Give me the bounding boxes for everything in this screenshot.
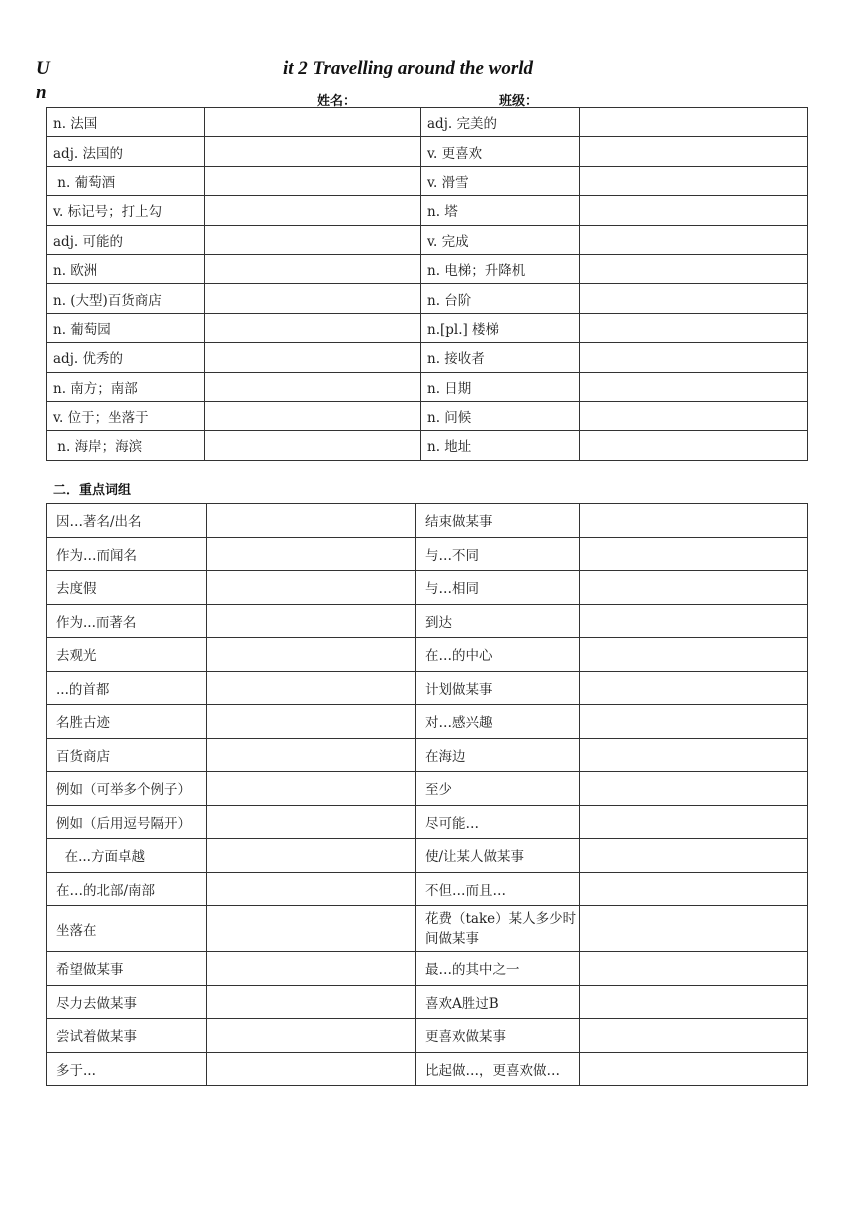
table-row bbox=[47, 571, 808, 605]
term-cell: 到达 bbox=[416, 604, 580, 638]
table-row bbox=[47, 1019, 808, 1053]
answer-cell[interactable] bbox=[207, 772, 416, 806]
term-cell: n.[pl.] 楼梯 bbox=[421, 313, 580, 342]
page-title: it 2 Travelling around the world bbox=[283, 58, 534, 79]
table-row bbox=[47, 705, 808, 739]
answer-cell[interactable] bbox=[205, 313, 421, 342]
table-row bbox=[47, 537, 808, 571]
term-cell: v. 滑雪 bbox=[421, 166, 580, 195]
answer-cell[interactable] bbox=[205, 431, 421, 460]
answer-cell[interactable] bbox=[207, 1052, 416, 1086]
term-cell: 比起做…，更喜欢做… bbox=[416, 1052, 580, 1086]
term-cell: n. 接收者 bbox=[421, 343, 580, 372]
table-row bbox=[47, 604, 808, 638]
answer-cell[interactable] bbox=[580, 166, 808, 195]
answer-cell[interactable] bbox=[207, 705, 416, 739]
table-row bbox=[47, 343, 808, 372]
term-cell: 不但…而且… bbox=[416, 872, 580, 906]
term-cell: 计划做某事 bbox=[416, 671, 580, 705]
term-cell: v. 完成 bbox=[421, 225, 580, 254]
table-row bbox=[47, 166, 808, 195]
answer-cell[interactable] bbox=[205, 137, 421, 166]
answer-cell[interactable] bbox=[207, 571, 416, 605]
table-row bbox=[47, 872, 808, 906]
term-cell: v. 标记号；打上勾 bbox=[47, 196, 205, 225]
term-cell: 与…相同 bbox=[416, 571, 580, 605]
answer-cell[interactable] bbox=[580, 196, 808, 225]
table-row bbox=[47, 1052, 808, 1086]
class-label: 班级： bbox=[499, 94, 539, 109]
term-cell: 希望做某事 bbox=[47, 952, 207, 986]
name-label: 姓名： bbox=[317, 94, 357, 109]
answer-cell[interactable] bbox=[205, 343, 421, 372]
table-row bbox=[47, 196, 808, 225]
table-row bbox=[47, 313, 808, 342]
answer-cell[interactable] bbox=[207, 537, 416, 571]
term-cell: n. 海岸；海滨 bbox=[47, 431, 205, 460]
table-row bbox=[47, 952, 808, 986]
answer-cell[interactable] bbox=[205, 196, 421, 225]
answer-cell[interactable] bbox=[580, 254, 808, 283]
table-row bbox=[47, 504, 808, 538]
table-row bbox=[47, 738, 808, 772]
term-cell: 去度假 bbox=[47, 571, 207, 605]
answer-cell[interactable] bbox=[205, 166, 421, 195]
table-row bbox=[47, 137, 808, 166]
term-cell: adj. 优秀的 bbox=[47, 343, 205, 372]
term-cell: 至少 bbox=[416, 772, 580, 806]
phrases-table bbox=[46, 503, 808, 1086]
term-cell: n. 台阶 bbox=[421, 284, 580, 313]
term-cell: n. 葡萄酒 bbox=[47, 166, 205, 195]
term-cell: adj. 可能的 bbox=[47, 225, 205, 254]
term-cell: 因…著名/出名 bbox=[47, 504, 207, 538]
answer-cell[interactable] bbox=[580, 872, 808, 906]
answer-cell[interactable] bbox=[580, 1019, 808, 1053]
term-cell: n. 地址 bbox=[421, 431, 580, 460]
answer-cell[interactable] bbox=[207, 604, 416, 638]
answer-cell[interactable] bbox=[205, 225, 421, 254]
answer-cell[interactable] bbox=[580, 638, 808, 672]
answer-cell[interactable] bbox=[580, 537, 808, 571]
title-letter-n: n bbox=[36, 82, 47, 103]
term-cell: 坐落在 bbox=[47, 906, 207, 952]
term-cell: n. 欧洲 bbox=[47, 254, 205, 283]
answer-cell[interactable] bbox=[580, 137, 808, 166]
answer-cell[interactable] bbox=[580, 952, 808, 986]
term-cell: 使/让某人做某事 bbox=[416, 839, 580, 873]
table-row bbox=[47, 225, 808, 254]
answer-cell[interactable] bbox=[205, 254, 421, 283]
answer-cell[interactable] bbox=[207, 872, 416, 906]
term-cell: ...的首都 bbox=[47, 671, 207, 705]
answer-cell[interactable] bbox=[580, 772, 808, 806]
table-row bbox=[47, 254, 808, 283]
answer-cell[interactable] bbox=[580, 372, 808, 401]
term-cell: v. 更喜欢 bbox=[421, 137, 580, 166]
answer-cell[interactable] bbox=[205, 284, 421, 313]
answer-cell[interactable] bbox=[207, 906, 416, 952]
answer-cell[interactable] bbox=[580, 1052, 808, 1086]
answer-cell[interactable] bbox=[580, 313, 808, 342]
table-row bbox=[47, 401, 808, 430]
term-cell: 在…的中心 bbox=[416, 638, 580, 672]
term-cell: 在海边 bbox=[416, 738, 580, 772]
term-cell: n. 法国 bbox=[47, 108, 205, 137]
answer-cell[interactable] bbox=[580, 225, 808, 254]
answer-cell[interactable] bbox=[207, 985, 416, 1019]
answer-cell[interactable] bbox=[580, 738, 808, 772]
answer-cell[interactable] bbox=[205, 108, 421, 137]
term-cell: 尝试着做某事 bbox=[47, 1019, 207, 1053]
term-cell: n. (大型)百货商店 bbox=[47, 284, 205, 313]
table-row bbox=[47, 772, 808, 806]
answer-cell[interactable] bbox=[580, 671, 808, 705]
term-cell: 在...方面卓越 bbox=[47, 839, 207, 873]
term-cell: n. 电梯；升降机 bbox=[421, 254, 580, 283]
term-cell: adj. 法国的 bbox=[47, 137, 205, 166]
answer-cell[interactable] bbox=[205, 372, 421, 401]
term-cell: 去观光 bbox=[47, 638, 207, 672]
term-cell: 花费（take）某人多少时间做某事 bbox=[416, 906, 580, 952]
section-heading-phrases: 二．重点词组 bbox=[53, 483, 132, 498]
term-cell: 与…不同 bbox=[416, 537, 580, 571]
term-cell: 尽力去做某事 bbox=[47, 985, 207, 1019]
table-row bbox=[47, 839, 808, 873]
answer-cell[interactable] bbox=[207, 638, 416, 672]
table-row bbox=[47, 985, 808, 1019]
table-row bbox=[47, 638, 808, 672]
term-cell: n. 南方；南部 bbox=[47, 372, 205, 401]
term-cell: n. 塔 bbox=[421, 196, 580, 225]
table-row bbox=[47, 284, 808, 313]
answer-cell[interactable] bbox=[580, 401, 808, 430]
answer-cell[interactable] bbox=[207, 1019, 416, 1053]
term-cell: 更喜欢做某事 bbox=[416, 1019, 580, 1053]
term-cell: 喜欢A胜过B bbox=[416, 985, 580, 1019]
term-cell: 最…的其中之一 bbox=[416, 952, 580, 986]
term-cell: 例如（可举多个例子） bbox=[47, 772, 207, 806]
term-cell: n. 问候 bbox=[421, 401, 580, 430]
answer-cell[interactable] bbox=[580, 805, 808, 839]
table-row bbox=[47, 805, 808, 839]
answer-cell[interactable] bbox=[580, 839, 808, 873]
answer-cell[interactable] bbox=[580, 431, 808, 460]
answer-cell[interactable] bbox=[207, 504, 416, 538]
term-cell: 结束做某事 bbox=[416, 504, 580, 538]
answer-cell[interactable] bbox=[580, 985, 808, 1019]
answer-cell[interactable] bbox=[207, 952, 416, 986]
answer-cell[interactable] bbox=[580, 504, 808, 538]
term-cell: 作为…而闻名 bbox=[47, 537, 207, 571]
term-cell: 尽可能… bbox=[416, 805, 580, 839]
answer-cell[interactable] bbox=[580, 604, 808, 638]
term-cell: v. 位于；坐落于 bbox=[47, 401, 205, 430]
term-cell: 名胜古迹 bbox=[47, 705, 207, 739]
answer-cell[interactable] bbox=[205, 401, 421, 430]
answer-cell[interactable] bbox=[207, 805, 416, 839]
answer-cell[interactable] bbox=[580, 284, 808, 313]
term-cell: 作为...而著名 bbox=[47, 604, 207, 638]
table-row bbox=[47, 372, 808, 401]
term-cell: n. 葡萄园 bbox=[47, 313, 205, 342]
term-cell: adj. 完美的 bbox=[421, 108, 580, 137]
vocabulary-table bbox=[46, 107, 808, 461]
term-cell: 例如（后用逗号隔开） bbox=[47, 805, 207, 839]
table-row bbox=[47, 906, 808, 952]
term-cell: 多于... bbox=[47, 1052, 207, 1086]
title-letter-u: U bbox=[36, 58, 50, 79]
answer-cell[interactable] bbox=[580, 705, 808, 739]
answer-cell[interactable] bbox=[580, 571, 808, 605]
table-row bbox=[47, 431, 808, 460]
term-cell: 对…感兴趣 bbox=[416, 705, 580, 739]
term-cell: 百货商店 bbox=[47, 738, 207, 772]
answer-cell[interactable] bbox=[580, 343, 808, 372]
answer-cell[interactable] bbox=[580, 906, 808, 952]
answer-cell[interactable] bbox=[207, 738, 416, 772]
term-cell: 在…的北部/南部 bbox=[47, 872, 207, 906]
answer-cell[interactable] bbox=[580, 108, 808, 137]
answer-cell[interactable] bbox=[207, 839, 416, 873]
table-row bbox=[47, 671, 808, 705]
table-row bbox=[47, 108, 808, 137]
answer-cell[interactable] bbox=[207, 671, 416, 705]
term-cell: n. 日期 bbox=[421, 372, 580, 401]
